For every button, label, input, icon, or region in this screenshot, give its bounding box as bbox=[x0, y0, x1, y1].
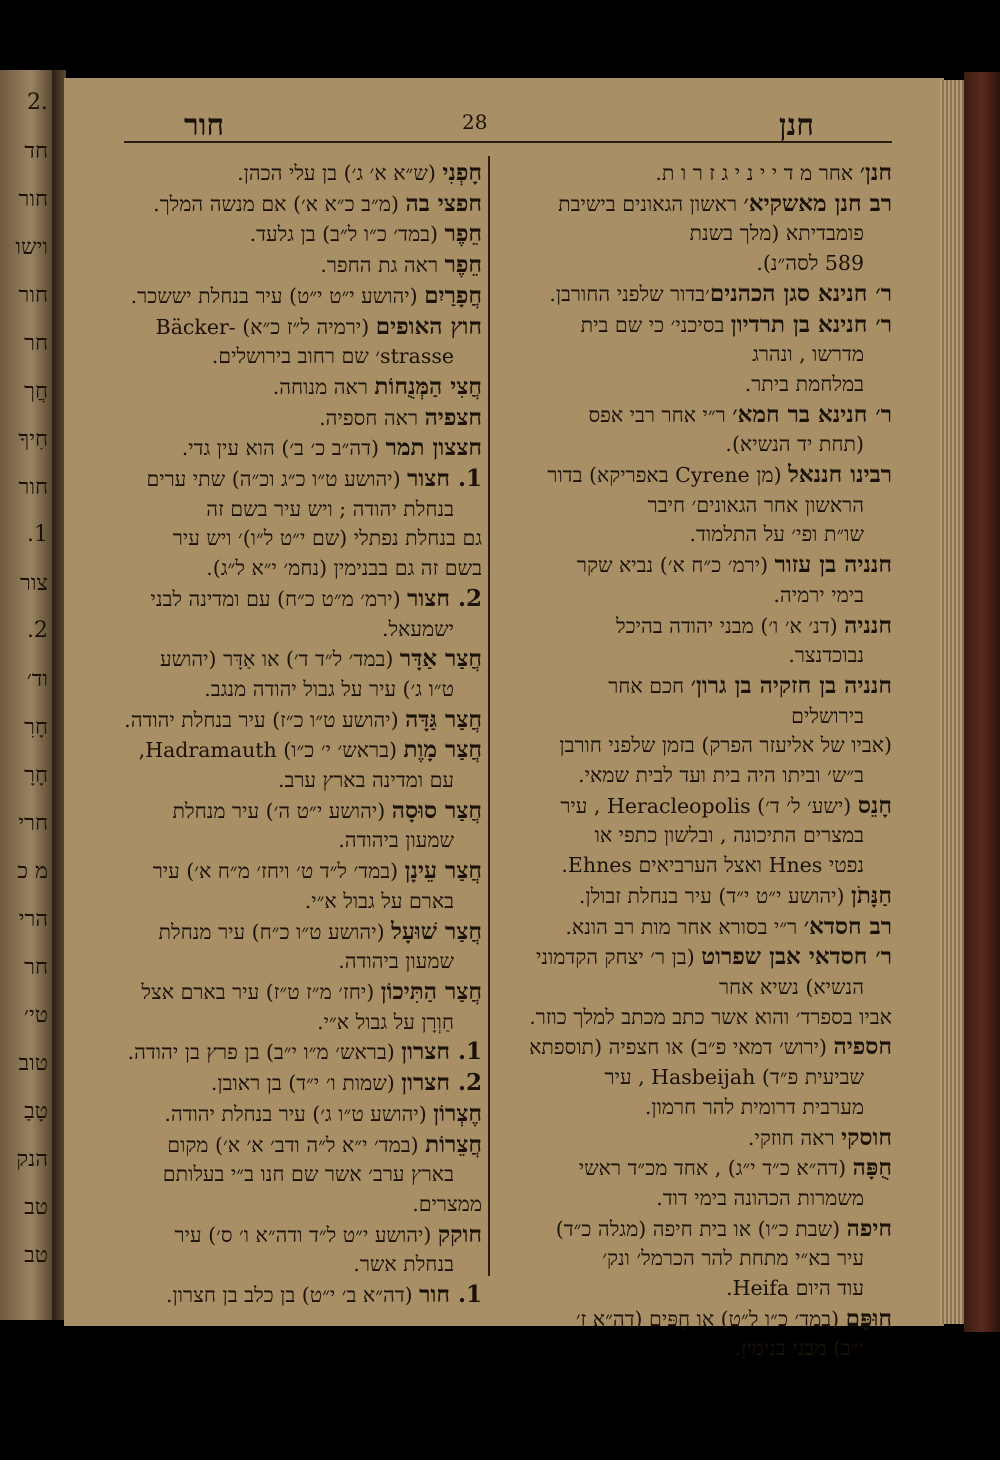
entry-headword: חָפְנִי bbox=[442, 159, 482, 186]
dictionary-entry-line bbox=[86, 887, 482, 917]
entry-text: ׳בדור שלפני החורבן. bbox=[549, 281, 710, 306]
dictionary-entry-line bbox=[86, 1190, 482, 1220]
entry-text: ראה חספיה. bbox=[319, 405, 425, 430]
dictionary-entry-line bbox=[496, 1214, 892, 1245]
page-number: 28 bbox=[462, 110, 488, 134]
entry-headword: חיפה bbox=[846, 1214, 892, 1242]
dictionary-entry-line bbox=[86, 675, 482, 705]
entry-text: מערבית דרומית להר חרמון. bbox=[644, 1094, 864, 1119]
previous-page-fragment: הנק bbox=[16, 1147, 48, 1172]
dictionary-entry-line bbox=[496, 881, 892, 912]
entry-text: (יהושע י״ט ל״ד ודה״א ו׳ ס׳) עיר bbox=[174, 1222, 438, 1247]
entry-text: שמעון ביהודה. bbox=[338, 828, 454, 853]
dictionary-entry-line bbox=[496, 219, 892, 249]
dictionary-entry-line bbox=[496, 249, 892, 279]
entry-text: (במד׳ ל״ד ד׳) או אַדָּר (יהושע bbox=[160, 647, 400, 672]
entry-text: (בראש׳ מ״ו י״ב) בן פרץ בן יהודה. bbox=[127, 1040, 402, 1065]
previous-page-fragment: צור bbox=[20, 571, 48, 596]
previous-page-fragment: חר bbox=[24, 955, 48, 980]
entry-text: ראה חוזקי. bbox=[747, 1125, 842, 1150]
entry-headword: חצפיה bbox=[424, 403, 482, 431]
dictionary-entry-line bbox=[496, 702, 892, 732]
entry-text: (דה״א כ״ד י״ג) , אחד מכ״ד ראשי bbox=[578, 1156, 853, 1181]
entry-headword: 1. חור bbox=[419, 1281, 482, 1309]
dictionary-entry-line bbox=[496, 731, 892, 761]
entry-text: (ירמיה ל״ז כ״א) -Bäcker bbox=[155, 314, 376, 339]
dictionary-entry-line bbox=[496, 942, 892, 973]
entry-text: מדרשו , ונהרג bbox=[752, 342, 864, 367]
entry-text: (יהושע י״ט ה׳) עיר מנחלת bbox=[172, 798, 392, 823]
dictionary-entry-line bbox=[86, 1130, 482, 1161]
dictionary-entry-line bbox=[496, 491, 892, 521]
entry-headword: חֲצֵרוֹת bbox=[425, 1130, 482, 1158]
dictionary-entry-line bbox=[86, 1008, 482, 1038]
previous-page-fragment: חָרָ bbox=[24, 763, 48, 788]
dictionary-entry-line bbox=[496, 1123, 892, 1154]
entry-headword: חספיה bbox=[833, 1033, 892, 1061]
dictionary-entry-line bbox=[496, 279, 892, 310]
dictionary-entry-line bbox=[86, 766, 482, 796]
entry-text: ב״ש׳ וביתו היה בית ועד לבית שמאי. bbox=[578, 763, 864, 788]
entry-text: הראשון אחר הגאונים׳ חיבר bbox=[647, 492, 864, 517]
entry-headword: חפצי בה bbox=[405, 189, 482, 217]
entry-text: (במד׳ י״א ל״ה ודב׳ א׳ א׳) מקום bbox=[167, 1132, 426, 1157]
dictionary-entry-line bbox=[496, 641, 892, 671]
entry-headword: חֲצִי הַמְּנֻחוֹת bbox=[374, 372, 482, 400]
dictionary-entry-line bbox=[496, 460, 892, 491]
previous-page-fragment: חד bbox=[24, 139, 48, 164]
entry-headword: חֲצַר הַתִּיכוֹן bbox=[380, 977, 482, 1005]
dictionary-entry-line bbox=[86, 219, 482, 250]
entry-text: אחר מ ד י י נ י ג ז ר ו ת. bbox=[655, 161, 860, 185]
previous-page-fragment: טי׳ bbox=[23, 1003, 48, 1028]
entry-text: גם בנחלת נפתלי (שם י״ט ל״ו)׳ ויש עיר bbox=[172, 526, 482, 551]
entry-headword: חֲפָרַיִם bbox=[424, 281, 482, 309]
entry-text: ממצרים. bbox=[412, 1191, 482, 1216]
entry-text: במלחמת ביתר. bbox=[744, 371, 864, 396]
entry-text: משמרות הכהונה בימי דוד. bbox=[656, 1185, 864, 1210]
dictionary-entry-line bbox=[86, 464, 482, 495]
entry-headword: חֲצַר שׁוּעָל bbox=[391, 917, 482, 945]
entry-headword: חנניה בן חזקיה בן גרון׳ bbox=[690, 671, 892, 699]
entry-text: פומבדיתא (מלך בשנת bbox=[689, 221, 864, 246]
previous-page-fragment: חֲך bbox=[24, 379, 48, 404]
dictionary-entry-line bbox=[86, 977, 482, 1008]
entry-headword: חַנָּתֹן bbox=[851, 881, 892, 909]
entry-text: הנשיא) נשיא אחר bbox=[718, 974, 864, 999]
dictionary-entry-line bbox=[86, 1099, 482, 1130]
entry-headword: חנניה bbox=[844, 611, 892, 639]
entry-headword: חֵפֶר bbox=[444, 220, 482, 248]
dictionary-entry-line bbox=[86, 796, 482, 827]
previous-page-fragment: טב bbox=[24, 1195, 48, 1220]
dictionary-entry-line bbox=[496, 912, 892, 943]
dictionary-entry-line bbox=[86, 826, 482, 856]
entry-text: (במד׳ ל״ד ט׳ ויחז׳ מ״ח א׳) עיר bbox=[152, 859, 405, 884]
dictionary-entry-line bbox=[496, 1184, 892, 1214]
previous-page-fragment: חור bbox=[18, 475, 48, 500]
dictionary-entry-line bbox=[496, 791, 892, 822]
previous-page-fragment: טוב bbox=[18, 1051, 48, 1076]
dictionary-entry-line bbox=[86, 735, 482, 766]
entry-headword: חֵפֶר bbox=[444, 251, 482, 279]
previous-page-fragment: חִיךָ bbox=[18, 427, 48, 452]
entry-text: ט״ו ג׳) עיר על גבול יהודה מנגב. bbox=[204, 676, 454, 701]
previous-page-fragment: חָרִ bbox=[24, 715, 48, 740]
entry-text: (יהושע י״ט י״ט) עיר בנחלת יששכר. bbox=[130, 283, 425, 308]
dictionary-entry-line bbox=[496, 973, 892, 1003]
entry-headword: חֲצַר עֵינָן bbox=[404, 857, 482, 885]
dictionary-entry-line bbox=[496, 1304, 892, 1335]
dictionary-entry-line bbox=[86, 189, 482, 220]
left-column bbox=[86, 158, 482, 1311]
dictionary-entry-line bbox=[496, 520, 892, 550]
dictionary-entry-line bbox=[496, 340, 892, 370]
dictionary-entry-line bbox=[86, 250, 482, 281]
entry-text: (שמות ו׳ י״ד) בן ראובן. bbox=[210, 1071, 402, 1096]
dictionary-entry-line bbox=[496, 400, 892, 431]
entry-text: ראה מנוחה. bbox=[272, 374, 375, 399]
dictionary-entry-line bbox=[86, 403, 482, 434]
entry-text: (יהושע ט״ו כ״ח) עיר מנחלת bbox=[158, 919, 392, 944]
previous-page-edge bbox=[0, 70, 52, 1320]
dictionary-entry-line bbox=[496, 158, 892, 189]
dictionary-entry-line bbox=[496, 1244, 892, 1274]
entry-text: בארם על גבול א״י. bbox=[304, 888, 454, 913]
entry-text: (במד׳ כ״ו ל״ט) או חֻפִּים (דה״א ז׳ bbox=[575, 1306, 846, 1331]
entry-text: בארץ ערב׳ אשר שם חנו ב״י בעלותם bbox=[162, 1162, 454, 1187]
previous-page-fragment: .2 bbox=[27, 90, 48, 115]
previous-page-fragment: וישו bbox=[15, 235, 48, 260]
dictionary-entry-line bbox=[86, 947, 482, 977]
dictionary-entry-line bbox=[496, 611, 892, 642]
previous-page-fragment: טב bbox=[24, 1243, 48, 1268]
entry-text: (מ״ב כ״א א׳) אם מנשה המלך. bbox=[153, 191, 406, 216]
dictionary-entry-line bbox=[86, 1068, 482, 1099]
entry-text: עוד היום Heifa. bbox=[726, 1276, 864, 1301]
dictionary-entry-line bbox=[496, 821, 892, 851]
entry-headword: חוקק bbox=[437, 1220, 482, 1248]
entry-text: (דה״ב כ׳ ב׳) הוא עין גדי. bbox=[181, 436, 386, 461]
dictionary-entry-line bbox=[496, 189, 892, 220]
entry-text: strasse׳ שם רחוב בירושלים. bbox=[211, 344, 454, 369]
dictionary-entry-line bbox=[86, 1037, 482, 1068]
dictionary-entry-line bbox=[496, 430, 892, 460]
entry-headword: חָנֵס bbox=[857, 791, 892, 819]
dictionary-page bbox=[64, 78, 944, 1361]
entry-text: בשם זה גם בבנימין (נחמ׳ י״א ל״ג). bbox=[206, 556, 482, 581]
dictionary-entry-line bbox=[86, 644, 482, 675]
dictionary-entry-line bbox=[86, 1250, 482, 1280]
dictionary-entry-line bbox=[496, 1003, 892, 1033]
dictionary-entry-line bbox=[496, 1153, 892, 1184]
entry-text: שביעית פ״ד) Hasbeijah , עיר bbox=[604, 1065, 864, 1090]
dictionary-entry-line bbox=[86, 1280, 482, 1311]
dictionary-entry-line bbox=[86, 495, 482, 525]
dictionary-entry-line bbox=[86, 615, 482, 645]
entry-text: בנחלת אשר. bbox=[353, 1252, 454, 1277]
right-column bbox=[496, 158, 892, 1364]
dictionary-entry-line bbox=[86, 342, 482, 372]
header-left-term: חור bbox=[184, 108, 225, 143]
dictionary-entry-line bbox=[496, 1274, 892, 1304]
entry-headword: חֲצַר אַדָּר bbox=[399, 645, 482, 673]
entry-text: (ירמ׳ מ״ט כ״ח) עם ומדינה לבני bbox=[150, 586, 408, 611]
entry-headword: חֲצַר גַּדָּה bbox=[405, 705, 482, 733]
entry-text: חכם אחר bbox=[608, 673, 691, 698]
entry-headword: 2. חצור bbox=[407, 584, 482, 612]
entry-text: (אביו של אליעזר הפרק) בזמן שלפני חורבן bbox=[559, 733, 892, 758]
entry-text: במצרים התיכונה , ובלשון כתפי או bbox=[594, 823, 864, 848]
entry-text: (דה״א ב׳ י״ט) בן כלב בן חצרון. bbox=[166, 1283, 420, 1308]
header-rule bbox=[124, 141, 892, 143]
entry-text: (יחז׳ מ״ז ט״ז) עיר בארם אצל bbox=[141, 979, 381, 1004]
entry-headword: 2. חצרון bbox=[401, 1069, 482, 1097]
dictionary-entry-line bbox=[86, 281, 482, 312]
entry-text: (ישע׳ ל׳ ד׳) Heracleopolis , עיר bbox=[560, 793, 858, 818]
previous-page-fragment: מ כ bbox=[17, 859, 48, 884]
entry-text: ראשון הגאונים בישיבת bbox=[558, 191, 744, 216]
entry-text: (ירמ׳ כ״ח א׳) נביא שקר bbox=[576, 553, 775, 578]
entry-text: בירושלים bbox=[791, 703, 864, 728]
entry-text: נפטי Hnes ואצל הערביאים Ehnes. bbox=[561, 853, 864, 878]
entry-text: עיר בא״י מתחת להר הכרמל׳ ונק׳ bbox=[602, 1246, 864, 1271]
entry-text: י״ב) מבני בנימין. bbox=[734, 1336, 864, 1361]
previous-page-fragment: חר bbox=[24, 331, 48, 356]
entry-text: (יהושע ט״ו ג׳) עיר בנחלת יהודה. bbox=[164, 1101, 434, 1126]
entry-text: ישמעאל. bbox=[381, 616, 454, 641]
entry-headword: חנניה בן עזור bbox=[774, 551, 892, 579]
dictionary-entry-line bbox=[496, 1063, 892, 1093]
previous-page-fragment: חרי bbox=[18, 811, 48, 836]
entry-headword: ר׳ חנינא בר חמא׳ bbox=[732, 400, 892, 428]
entry-text: (ירוש׳ דמאי פ״ב) או חצפיה (תוספתא bbox=[529, 1035, 834, 1060]
entry-headword: רב חנן מאשקיא׳ bbox=[743, 189, 892, 217]
dictionary-entry-line bbox=[86, 312, 482, 343]
entry-text: (במד׳ כ״ו ל״ב) בן גלעד. bbox=[249, 222, 445, 247]
dictionary-entry-line bbox=[496, 550, 892, 581]
dictionary-entry-line bbox=[86, 433, 482, 464]
entry-headword: חנן׳ bbox=[859, 159, 892, 186]
previous-page-fragment: טָבַ bbox=[24, 1099, 48, 1124]
entry-text: שמעון ביהודה. bbox=[338, 949, 454, 974]
entry-text: (מן Cyrene באפריקא) בדור bbox=[547, 463, 789, 488]
previous-page-fragment: הרי bbox=[18, 907, 48, 932]
dictionary-entry-line bbox=[86, 524, 482, 554]
entry-headword: חוּפָּם bbox=[845, 1304, 892, 1332]
dictionary-entry-line bbox=[496, 370, 892, 400]
entry-text: אביו בספרד׳ והוא אשר כתב מכתב למלך כוזר. bbox=[529, 1004, 892, 1029]
entry-text: עם ומדינה בארץ ערב. bbox=[277, 768, 454, 793]
dictionary-entry-line bbox=[86, 158, 482, 189]
entry-headword: ר׳ חסדאי אבן שפרוט bbox=[701, 943, 892, 971]
entry-text: בסיכני׳ כי שם בית bbox=[580, 312, 731, 337]
entry-headword: ר׳ חנינא בן תרדיון bbox=[730, 310, 892, 338]
entry-text: בימי ירמיה. bbox=[773, 582, 864, 607]
entry-headword: ר׳ חנינא סגן הכהנים bbox=[709, 279, 892, 307]
dictionary-entry-line bbox=[86, 856, 482, 887]
dictionary-entry-line bbox=[86, 1220, 482, 1251]
entry-text: ראה גת החפר. bbox=[320, 253, 445, 278]
entry-text: (שבת כ״ו) או בית חיפה (מגלה כ״ד) bbox=[555, 1216, 847, 1241]
entry-text: (דנ׳ א׳ ו׳) מבני יהודה בהיכל bbox=[615, 613, 845, 638]
entry-text: ר״י אחר רבי אפס bbox=[588, 402, 733, 427]
entry-text: (יהושע ט״ו כ״ז) עיר בנחלת יהודה. bbox=[124, 707, 406, 732]
entry-headword: חוץ האופים bbox=[375, 312, 482, 340]
entry-headword: רב חסדא׳ bbox=[803, 912, 892, 940]
dictionary-entry-line bbox=[496, 1334, 892, 1364]
entry-text: ר״י בסורא אחר מות רב הונא. bbox=[565, 914, 804, 939]
entry-headword: חוסקי bbox=[841, 1123, 892, 1151]
previous-page-fragment: חור bbox=[18, 187, 48, 212]
entry-headword: 1. חצרון bbox=[401, 1038, 482, 1066]
entry-headword: חֲצַר מָוֶת bbox=[403, 736, 482, 764]
dictionary-entry-line bbox=[496, 671, 892, 702]
previous-page-fragment: 1. bbox=[27, 522, 48, 547]
entry-text: (בן ר׳ יצחק הקדמוני bbox=[535, 945, 702, 970]
previous-page-fragment: חור bbox=[18, 283, 48, 308]
header-right-term: חנן bbox=[778, 108, 814, 143]
entry-text: נבוכדנצר. bbox=[788, 643, 864, 668]
dictionary-entry-line bbox=[86, 554, 482, 584]
dictionary-entry-line bbox=[86, 584, 482, 615]
column-divider bbox=[488, 156, 490, 1276]
entry-text: בנחלת יהודה ; ויש עיר בשם זה bbox=[206, 496, 454, 521]
dictionary-entry-line bbox=[496, 761, 892, 791]
dictionary-entry-line bbox=[86, 372, 482, 403]
dictionary-entry-line bbox=[86, 917, 482, 948]
entry-text: (תחת יד הנשיא). bbox=[725, 432, 864, 457]
previous-page-fragment: וד׳ bbox=[26, 667, 48, 692]
dictionary-entry-line bbox=[496, 1032, 892, 1063]
dictionary-entry-line bbox=[496, 1093, 892, 1123]
dictionary-entry-line bbox=[496, 581, 892, 611]
entry-text: (יהושע י״ט י״ד) עיר בנחלת זבולן. bbox=[578, 883, 852, 908]
entry-text: שו״ת ופי׳ על התלמוד. bbox=[689, 522, 864, 547]
dictionary-entry-line bbox=[496, 310, 892, 341]
entry-headword: חֻפָּה bbox=[852, 1154, 892, 1182]
dictionary-entry-line bbox=[496, 851, 892, 881]
entry-headword: חֲצַר סוּסָה bbox=[391, 796, 482, 824]
dictionary-entry-line bbox=[86, 1160, 482, 1190]
entry-headword: חֶצְרוֹן bbox=[433, 1099, 482, 1127]
previous-page-fragment: 2. bbox=[27, 618, 48, 643]
book-binding bbox=[964, 72, 1000, 1332]
entry-text: 589 לסה״נ). bbox=[756, 251, 864, 276]
dictionary-entry-line bbox=[86, 705, 482, 736]
page-stack-edge bbox=[940, 80, 966, 1324]
entry-headword: רבינו חננאל bbox=[788, 461, 892, 489]
entry-text: (יהושע ט״ו כ״ג וכ״ה) שתי ערים bbox=[146, 467, 408, 492]
entry-text: (בראש׳ י׳ כ״ו) Hadramauth, bbox=[138, 738, 404, 763]
entry-headword: 1. חצור bbox=[407, 465, 482, 493]
entry-text: (ש״א א׳ ג׳) בן עלי הכהן. bbox=[237, 161, 443, 185]
entry-text: חַוְרָן על גבול א״י. bbox=[317, 1009, 454, 1034]
entry-headword: חצצון תמר bbox=[385, 434, 482, 462]
